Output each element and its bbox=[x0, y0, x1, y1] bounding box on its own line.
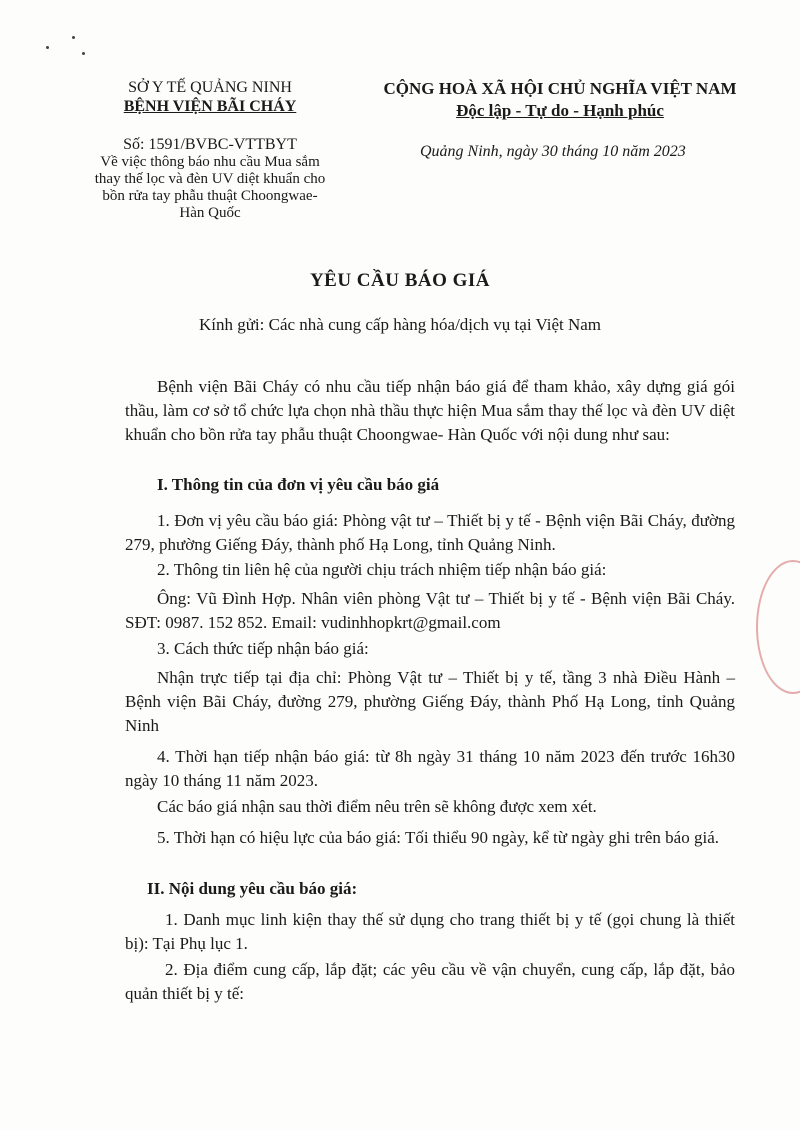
page-title: YÊU CẦU BÁO GIÁ bbox=[309, 270, 491, 291]
paragraph: 2. Thông tin liên hệ của người chịu trách nhiệm tiếp nhận báo giá: bbox=[157, 560, 607, 579]
paragraph: 5. Thời hạn có hiệu lực của báo giá: Tối thiểu 90 ngày, kể từ ngày ghi trên báo giá. bbox=[157, 828, 719, 847]
document-date: Quảng Ninh, ngày 30 tháng 10 năm 2023 bbox=[420, 143, 686, 160]
paragraph: Ông: Vũ Đình Hợp. Nhân viên phòng Vật tư – Thiết bị y tế - Bệnh viện Bãi Cháy. SĐT: 0987. 152 852. Email: vudinhhopkrt@gmail.com bbox=[125, 589, 735, 632]
item-3-address bbox=[125, 666, 735, 738]
paragraph: 1. Đơn vị yêu cầu báo giá: Phòng vật tư – Thiết bị y tế - Bệnh viện Bãi Cháy, đường 279, phường Giếng Đáy, thành phố Hạ Long, tỉnh Quảng Ninh. bbox=[125, 511, 735, 554]
item-4-note bbox=[125, 795, 735, 819]
scan-speck bbox=[82, 52, 85, 55]
paragraph: 2. Địa điểm cung cấp, lắp đặt; các yêu cầu về vận chuyển, cung cấp, lắp đặt, bảo quản thiết bị y tế: bbox=[125, 960, 735, 1003]
section-1-heading bbox=[125, 473, 735, 497]
item-4 bbox=[125, 745, 735, 793]
national-motto: Độc lập - Tự do - Hạnh phúc bbox=[456, 101, 664, 120]
item-2-contact bbox=[125, 587, 735, 635]
item-2 bbox=[125, 558, 735, 582]
stamp-mark bbox=[756, 560, 800, 694]
item-1 bbox=[125, 509, 735, 557]
document-number: Số: 1591/BVBC-VTTBYT bbox=[123, 136, 297, 153]
content-item-2 bbox=[125, 958, 735, 1006]
item-5 bbox=[125, 826, 735, 850]
scan-speck bbox=[72, 36, 75, 39]
paragraph: Các báo giá nhận sau thời điểm nêu trên sẽ không được xem xét. bbox=[157, 797, 597, 816]
intro-paragraph: Bệnh viện Bãi Cháy có nhu cầu tiếp nhận báo giá để tham khảo, xây dựng giá gói thầu, làm cơ sở tổ chức lựa chọn nhà thầu thực hiện Mua sắm thay thế lọc và đèn UV diệt khuẩn cho bồn rửa tay phẫu thuật Choongwae- Hàn Quốc với nội dung như sau: bbox=[125, 377, 735, 444]
issuer-department: SỞ Y TẾ QUẢNG NINH bbox=[128, 79, 292, 96]
issuer-block bbox=[110, 78, 310, 116]
paragraph: 1. Danh mục linh kiện thay thế sử dụng cho trang thiết bị y tế (gọi chung là thiết bị): Tại Phụ lục 1. bbox=[125, 910, 735, 953]
body-intro bbox=[125, 375, 735, 447]
paragraph: Nhận trực tiếp tại địa chỉ: Phòng Vật tư – Thiết bị y tế, tầng 3 nhà Điều Hành – Bệnh viện Bãi Cháy, đường 279, phường Giếng Đáy, thành Phố Hạ Long, tỉnh Quảng Ninh bbox=[125, 668, 735, 735]
item-3 bbox=[125, 637, 735, 661]
section-2-heading bbox=[125, 877, 735, 901]
scan-speck bbox=[46, 46, 49, 49]
greeting: Kính gửi: Các nhà cung cấp hàng hóa/dịch vụ tại Việt Nam bbox=[198, 315, 602, 334]
paragraph: 3. Cách thức tiếp nhận báo giá: bbox=[157, 639, 369, 658]
national-motto-block bbox=[360, 78, 760, 122]
national-title: CỘNG HOÀ XÃ HỘI CHỦ NGHĨA VIỆT NAM bbox=[383, 79, 737, 98]
paragraph: 4. Thời hạn tiếp nhận báo giá: từ 8h ngày 31 tháng 10 năm 2023 đến trước 16h30 ngày 10 tháng 11 năm 2023. bbox=[125, 747, 735, 790]
section-heading: II. Nội dung yêu cầu báo giá: bbox=[147, 879, 358, 898]
issuer-hospital: BỆNH VIỆN BÃI CHÁY bbox=[123, 98, 297, 115]
content-item-1 bbox=[125, 908, 735, 956]
document-subject: Về việc thông báo nhu cầu Mua sắm thay thế lọc và đèn UV diệt khuẩn cho bồn rửa tay phẫu thuật Choongwae- Hàn Quốc bbox=[94, 154, 326, 221]
section-heading: I. Thông tin của đơn vị yêu cầu báo giá bbox=[157, 475, 440, 494]
